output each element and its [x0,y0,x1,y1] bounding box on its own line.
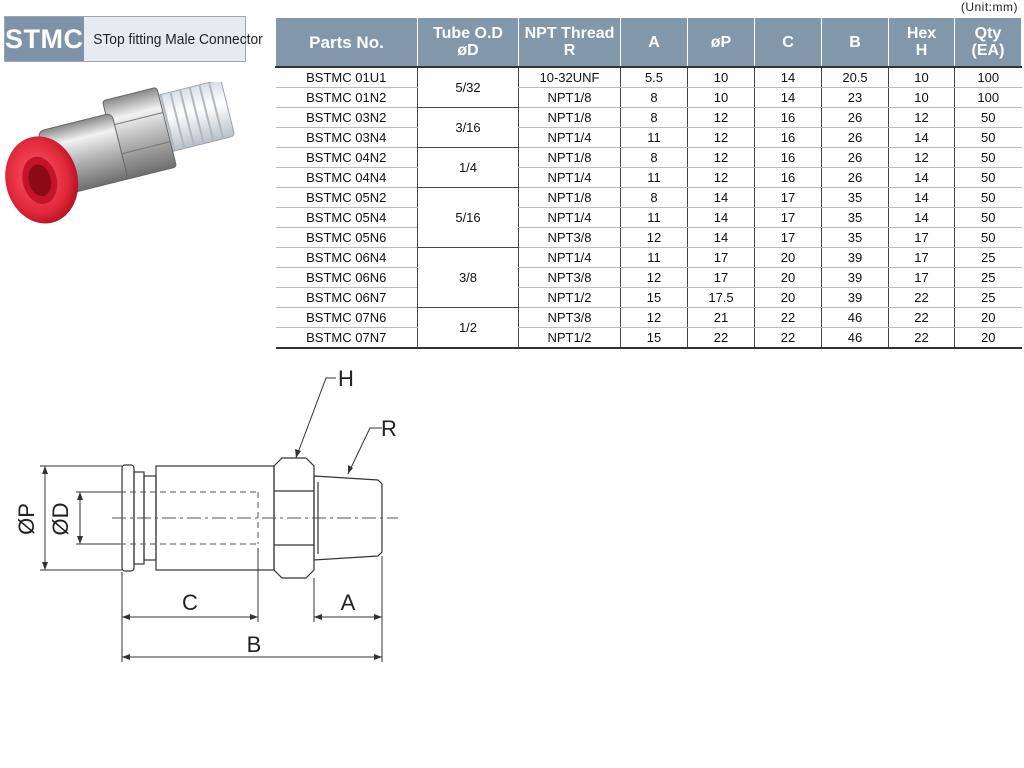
cell-hex: 14 [889,128,955,148]
cell-npt-thread: 10-32UNF [519,67,621,88]
label-c: C [182,590,198,615]
cell-npt-thread: NPT3/8 [519,228,621,248]
dimension-drawing [0,360,430,670]
cell-b: 26 [822,168,889,188]
cell-part-no: BSTMC 05N6 [276,228,418,248]
cell-tube-od: 1/4 [418,148,519,188]
cell-p: 17 [688,268,755,288]
table-row [276,268,1022,288]
cell-hex: 22 [889,308,955,328]
cell-npt-thread: NPT1/8 [519,108,621,128]
table-row [276,168,1022,188]
label-thread: R [381,416,397,441]
spec-table-body [276,67,1022,348]
header-p: øP [688,18,755,68]
cell-qty: 50 [955,128,1022,148]
cell-hex: 22 [889,328,955,349]
cell-part-no: BSTMC 06N4 [276,248,418,268]
cell-a: 8 [621,148,688,168]
cell-b: 26 [822,108,889,128]
cell-c: 16 [755,108,822,128]
label-d: ØD [48,502,73,536]
cell-a: 11 [621,168,688,188]
cell-tube-od: 5/16 [418,188,519,248]
cell-hex: 10 [889,88,955,108]
table-row [276,248,1022,268]
cell-tube-od: 5/32 [418,67,519,108]
cell-c: 17 [755,188,822,208]
table-row [276,128,1022,148]
cell-c: 14 [755,88,822,108]
cell-c: 22 [755,308,822,328]
cell-part-no: BSTMC 03N4 [276,128,418,148]
cell-part-no: BSTMC 01N2 [276,88,418,108]
cell-npt-thread: NPT3/8 [519,308,621,328]
cell-hex: 17 [889,228,955,248]
table-row [276,188,1022,208]
product-name: STop fitting Male Connector [92,30,263,48]
cell-npt-thread: NPT1/4 [519,208,621,228]
cell-p: 14 [688,208,755,228]
table-row [276,148,1022,168]
cell-part-no: BSTMC 06N7 [276,288,418,308]
cell-qty: 100 [955,88,1022,108]
cell-a: 8 [621,188,688,208]
cell-npt-thread: NPT1/2 [519,328,621,349]
cell-hex: 10 [889,67,955,88]
cell-qty: 50 [955,188,1022,208]
cell-a: 12 [621,228,688,248]
cell-tube-od: 3/16 [418,108,519,148]
cell-a: 8 [621,108,688,128]
cell-qty: 50 [955,168,1022,188]
cell-part-no: BSTMC 03N2 [276,108,418,128]
cell-a: 5.5 [621,67,688,88]
cell-p: 17 [688,248,755,268]
header-hex: Hex H [889,18,955,68]
cell-a: 15 [621,288,688,308]
cell-p: 10 [688,67,755,88]
cell-qty: 25 [955,268,1022,288]
product-photo [0,82,260,247]
cell-hex: 14 [889,168,955,188]
table-header-row [276,18,1022,68]
cell-c: 20 [755,248,822,268]
cell-a: 12 [621,308,688,328]
cell-part-no: BSTMC 01U1 [276,67,418,88]
cell-qty: 50 [955,228,1022,248]
cell-c: 17 [755,208,822,228]
cell-c: 16 [755,168,822,188]
cell-b: 35 [822,228,889,248]
cell-b: 20.5 [822,67,889,88]
cell-part-no: BSTMC 05N2 [276,188,418,208]
cell-a: 11 [621,128,688,148]
cell-b: 46 [822,328,889,349]
header-qty: Qty (EA) [955,18,1022,68]
cell-c: 16 [755,148,822,168]
label-a: A [340,590,356,615]
cell-b: 23 [822,88,889,108]
cell-qty: 25 [955,288,1022,308]
cell-c: 20 [755,268,822,288]
cell-p: 14 [688,188,755,208]
cell-npt-thread: NPT1/4 [519,248,621,268]
table-row [276,108,1022,128]
cell-b: 39 [822,268,889,288]
cell-c: 17 [755,228,822,248]
cell-npt-thread: NPT1/8 [519,188,621,208]
cell-a: 12 [621,268,688,288]
cell-p: 12 [688,108,755,128]
header-a: A [621,18,688,68]
cell-hex: 14 [889,208,955,228]
cell-c: 22 [755,328,822,349]
cell-a: 15 [621,328,688,349]
cell-qty: 100 [955,67,1022,88]
cell-c: 20 [755,288,822,308]
cell-hex: 22 [889,288,955,308]
cell-p: 10 [688,88,755,108]
product-badge [4,16,263,62]
cell-hex: 14 [889,188,955,208]
header-c: C [755,18,822,68]
label-p: ØP [14,503,39,535]
cell-npt-thread: NPT1/4 [519,128,621,148]
cell-b: 35 [822,208,889,228]
cell-c: 16 [755,128,822,148]
cell-part-no: BSTMC 04N2 [276,148,418,168]
cell-p: 12 [688,168,755,188]
cell-npt-thread: NPT1/4 [519,168,621,188]
cell-tube-od: 3/8 [418,248,519,308]
cell-b: 46 [822,308,889,328]
header-npt-thread: NPT Thread R [519,18,621,68]
cell-a: 11 [621,208,688,228]
cell-b: 26 [822,148,889,168]
cell-part-no: BSTMC 05N4 [276,208,418,228]
table-row [276,288,1022,308]
cell-qty: 50 [955,108,1022,128]
table-row [276,208,1022,228]
table-row [276,88,1022,108]
cell-npt-thread: NPT1/8 [519,148,621,168]
cell-a: 11 [621,248,688,268]
cell-tube-od: 1/2 [418,308,519,349]
cell-b: 26 [822,128,889,148]
cell-qty: 50 [955,148,1022,168]
table-row [276,67,1022,88]
label-hex: H [338,366,354,391]
table-row [276,328,1022,349]
cell-hex: 12 [889,108,955,128]
cell-part-no: BSTMC 04N4 [276,168,418,188]
unit-label: (Unit:mm) [960,0,1018,14]
cell-hex: 17 [889,248,955,268]
cell-npt-thread: NPT1/2 [519,288,621,308]
cell-qty: 50 [955,208,1022,228]
label-b: B [246,632,262,657]
cell-a: 8 [621,88,688,108]
header-tube-od: Tube O.D øD [418,18,519,68]
cell-p: 22 [688,328,755,349]
cell-qty: 20 [955,308,1022,328]
cell-part-no: BSTMC 07N6 [276,308,418,328]
cell-b: 35 [822,188,889,208]
spec-table [275,17,1022,349]
cell-part-no: BSTMC 07N7 [276,328,418,349]
cell-p: 12 [688,128,755,148]
cell-b: 39 [822,248,889,268]
cell-hex: 17 [889,268,955,288]
cell-qty: 25 [955,248,1022,268]
cell-p: 17.5 [688,288,755,308]
table-row [276,228,1022,248]
header-parts-no: Parts No. [276,18,418,68]
cell-p: 14 [688,228,755,248]
cell-qty: 20 [955,328,1022,349]
header-b: B [822,18,889,68]
cell-hex: 12 [889,148,955,168]
cell-b: 39 [822,288,889,308]
cell-p: 21 [688,308,755,328]
cell-c: 14 [755,67,822,88]
product-code: STMC [5,17,84,61]
cell-npt-thread: NPT1/8 [519,88,621,108]
cell-p: 12 [688,148,755,168]
cell-part-no: BSTMC 06N6 [276,268,418,288]
table-row [276,308,1022,328]
cell-npt-thread: NPT3/8 [519,268,621,288]
